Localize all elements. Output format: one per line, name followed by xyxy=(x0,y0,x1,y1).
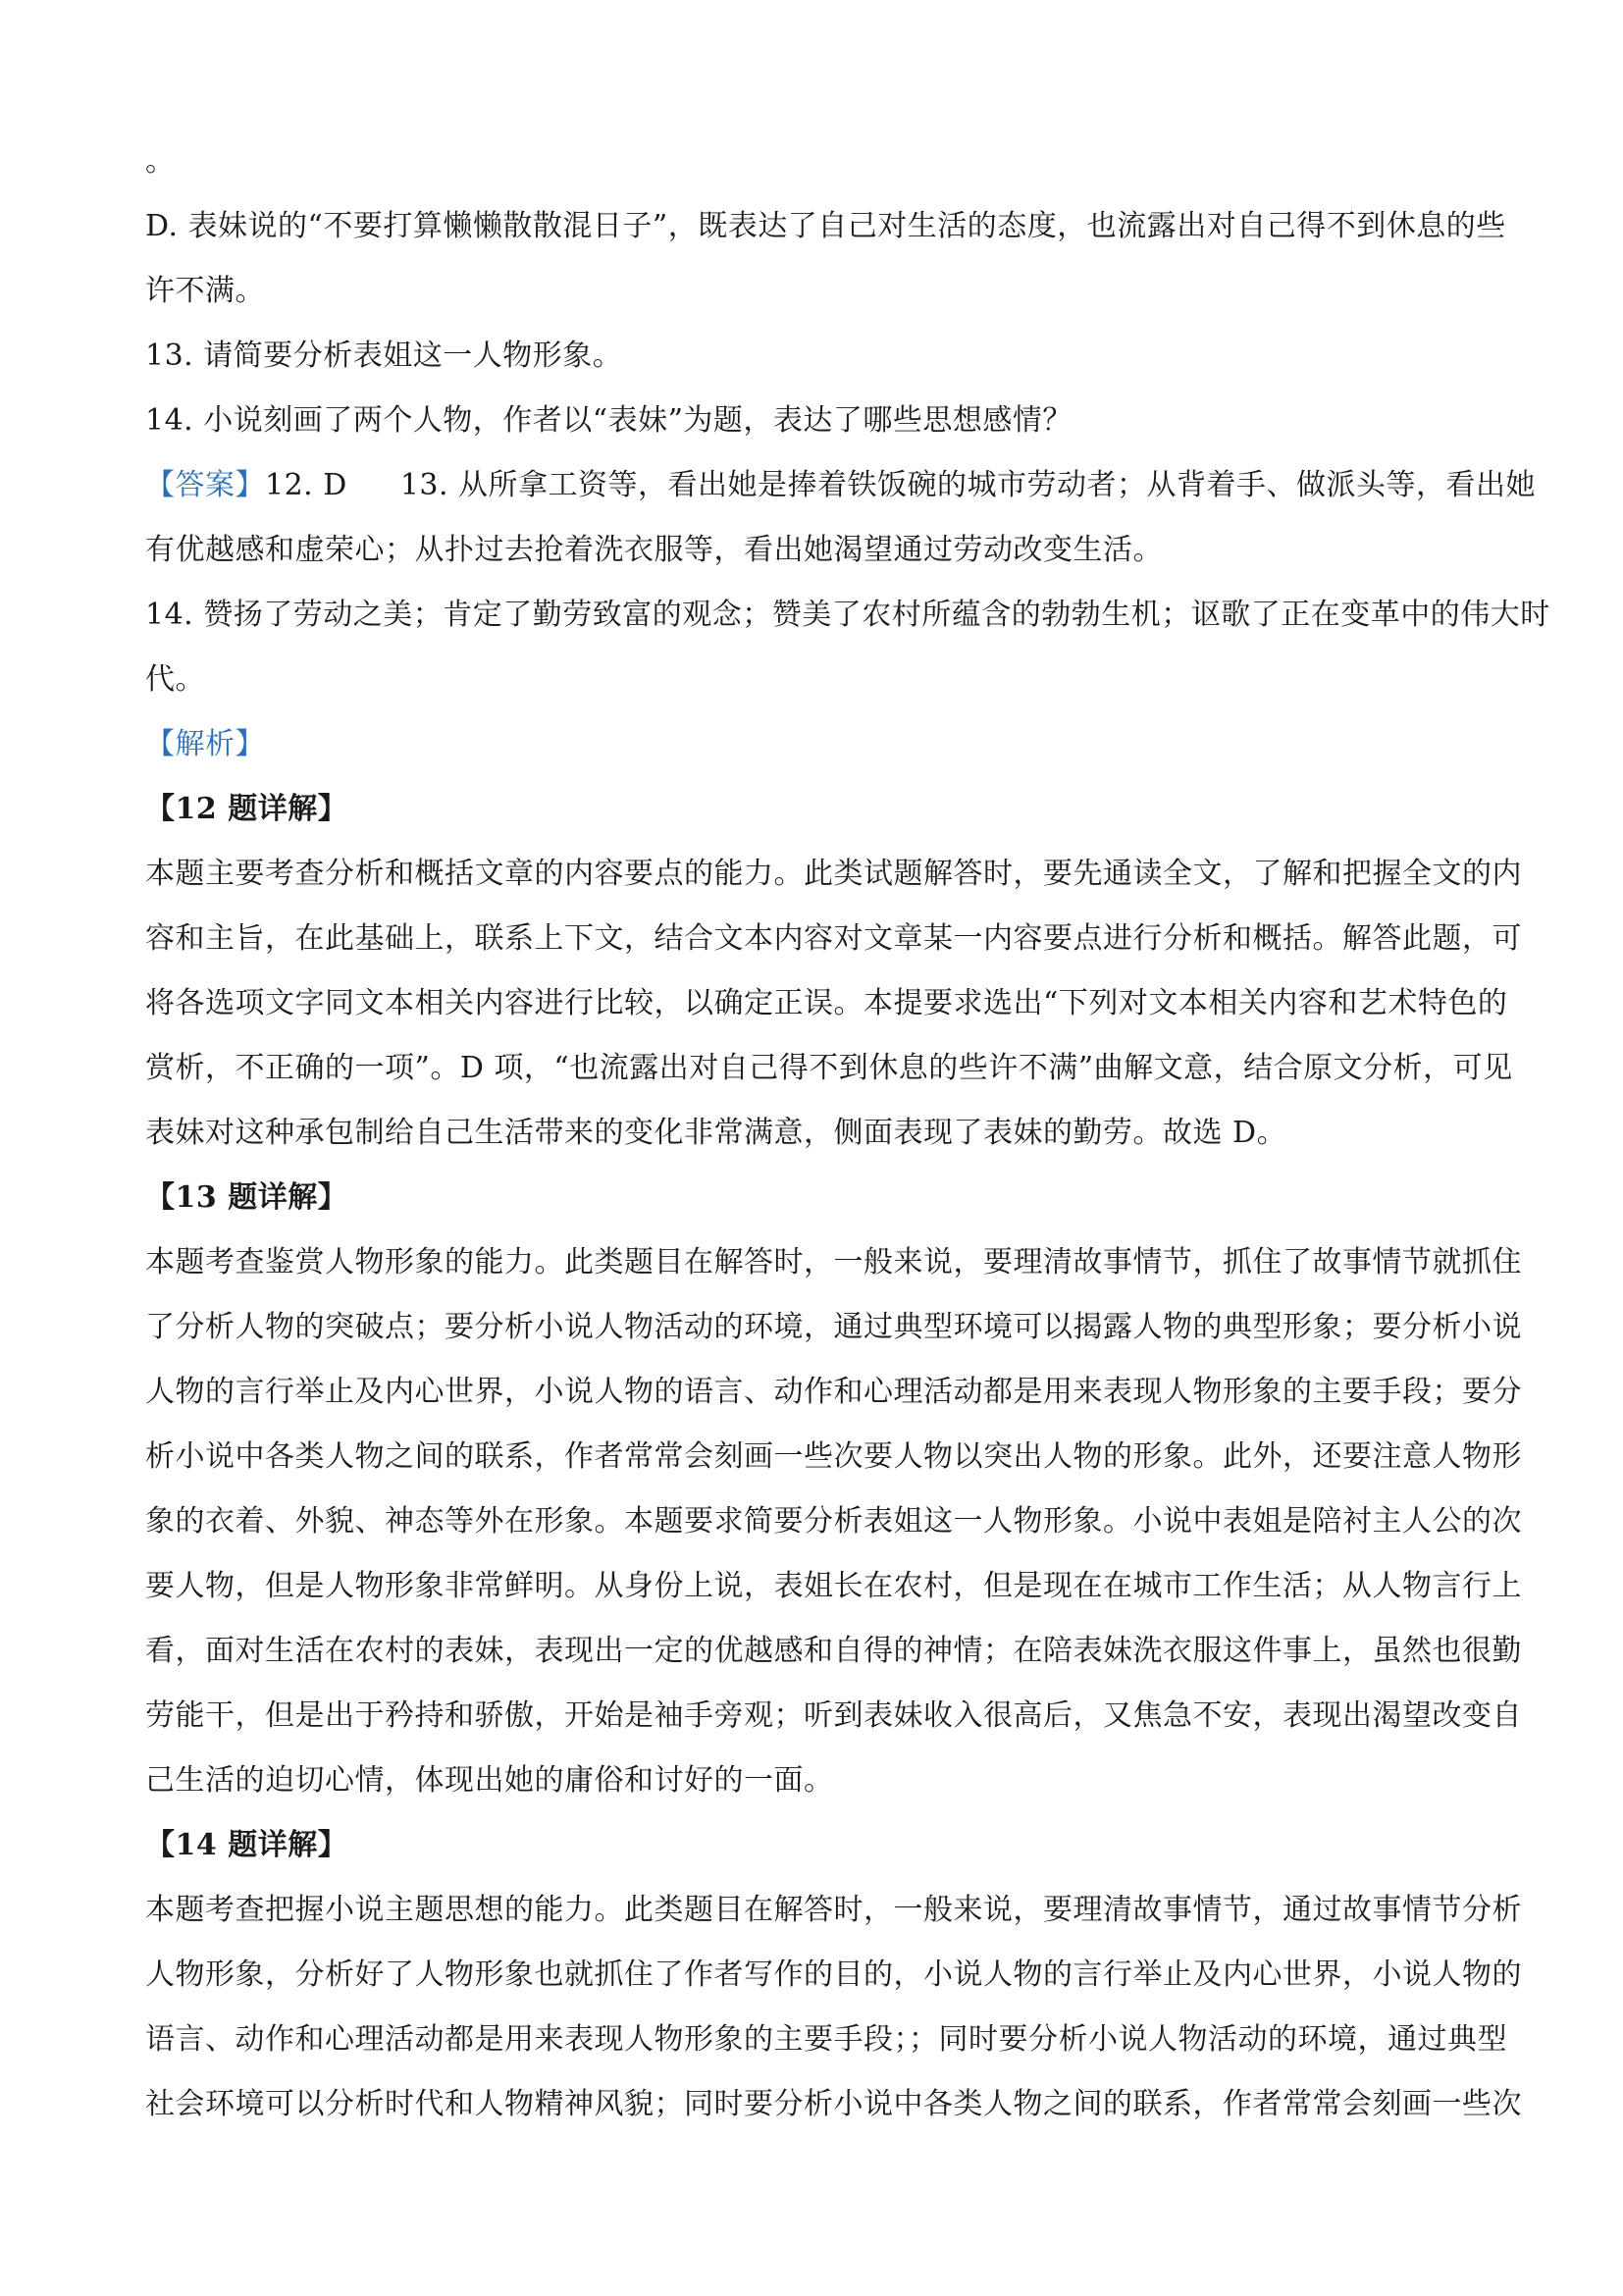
section-12-line: 赏析，不正确的一项”。D 项，“也流露出对自己得不到休息的些许不满”曲解文意，结合原文分析，可见 xyxy=(145,1051,1513,1085)
answer-14-line-1: 14. 赞扬了劳动之美；肯定了勤劳致富的观念；赞美了农村所蕴含的勃勃生机；讴歌了正在变革中的伟大时 xyxy=(145,598,1550,632)
section-13-line: 象的衣着、外貌、神态等外在形象。本题要求简要分析表姐这一人物形象。小说中表姐是陪衬主人公的次 xyxy=(145,1504,1522,1539)
section-12-line: 将各选项文字同文本相关内容进行比较，以确定正误。本提要求选出“下列对文本相关内容和艺术特色的 xyxy=(145,986,1508,1020)
section-12-line: 表妹对这种承包制给自己生活带来的变化非常满意，侧面表现了表妹的勤劳。故选 D。 xyxy=(145,1116,1287,1150)
text-line-option-d: D. 表妹说的“不要打算懒懒散散混日子”，既表达了自己对生活的态度，也流露出对自己得不到休息的些 xyxy=(145,209,1506,243)
section-13-line: 看，面对生活在农村的表妹，表现出一定的优越感和自得的神情；在陪表妹洗衣服这件事上，虽然也很勤 xyxy=(145,1634,1522,1668)
section-14-line: 社会环境可以分析时代和人物精神风貌；同时要分析小说中各类人物之间的联系，作者常常会刻画一些次 xyxy=(145,2087,1522,2121)
section-13-line: 了分析人物的突破点；要分析小说人物活动的环境，通过典型环境可以揭露人物的典型形象；要分析小说 xyxy=(145,1310,1522,1344)
section-12-line: 本题主要考查分析和概括文章的内容要点的能力。此类试题解答时，要先通读全文，了解和把握全文的内 xyxy=(145,857,1522,891)
answer-12: 12. D xyxy=(265,468,347,502)
analysis-label: 【解析】 xyxy=(145,727,265,761)
answer-13-line-2: 有优越感和虚荣心；从扑过去抢着洗衣服等，看出她渴望通过劳动改变生活。 xyxy=(145,533,1163,567)
section-13-header: 【13 题详解】 xyxy=(145,1180,348,1215)
answer-label: 【答案】 xyxy=(145,468,265,502)
section-14-header: 【14 题详解】 xyxy=(145,1828,348,1862)
question-13: 13. 请简要分析表姐这一人物形象。 xyxy=(145,339,623,373)
answer-13-line-1: 13. 从所拿工资等，看出她是捧着铁饭碗的城市劳动者；从背着手、做派头等，看出她 xyxy=(399,468,1537,502)
section-13-line: 要人物，但是人物形象非常鲜明。从身份上说，表姐长在农村，但是现在在城市工作生活；从人物言行上 xyxy=(145,1569,1522,1603)
answer-line-1 xyxy=(145,453,1537,518)
question-14: 14. 小说刻画了两个人物，作者以“表妹”为题，表达了哪些思想感情？ xyxy=(145,403,1073,438)
section-14-line: 语言、动作和心理活动都是用来表现人物形象的主要手段；；同时要分析小说人物活动的环境，通过典型 xyxy=(145,2022,1507,2057)
section-13-line: 析小说中各类人物之间的联系，作者常常会刻画一些次要人物以突出人物的形象。此外，还要注意人物形 xyxy=(145,1439,1522,1474)
section-14-line: 本题考查把握小说主题思想的能力。此类题目在解答时，一般来说，要理清故事情节，通过故事情节分析 xyxy=(145,1893,1522,1927)
section-13-line: 人物的言行举止及内心世界，小说人物的语言、动作和心理活动都是用来表现人物形象的主要手段；要分 xyxy=(145,1375,1522,1409)
answer-14-line-2: 代。 xyxy=(145,662,205,697)
text-line-option-end: 。 xyxy=(145,144,176,179)
section-13-line: 本题考查鉴赏人物形象的能力。此类题目在解答时，一般来说，要理清故事情节，抓住了故事情节就抓住 xyxy=(145,1245,1522,1279)
analysis-heading xyxy=(145,712,1490,777)
document-page xyxy=(145,130,1550,2137)
text-line-option-d-cont: 许不满。 xyxy=(145,274,265,308)
section-13-line: 劳能干，但是出于矜持和骄傲，开始是袖手旁观；听到表妹收入很高后，又焦急不安，表现出渴望改变自 xyxy=(145,1698,1522,1733)
section-12-line: 容和主旨，在此基础上，联系上下文，结合文本内容对文章某一内容要点进行分析和概括。解答此题，可 xyxy=(145,921,1522,956)
section-13-line: 己生活的迫切心情，体现出她的庸俗和讨好的一面。 xyxy=(145,1763,834,1798)
section-12-header: 【12 题详解】 xyxy=(145,792,348,826)
section-14-line: 人物形象，分析好了人物形象也就抓住了作者写作的目的，小说人物的言行举止及内心世界，小说人物的 xyxy=(145,1957,1522,1992)
